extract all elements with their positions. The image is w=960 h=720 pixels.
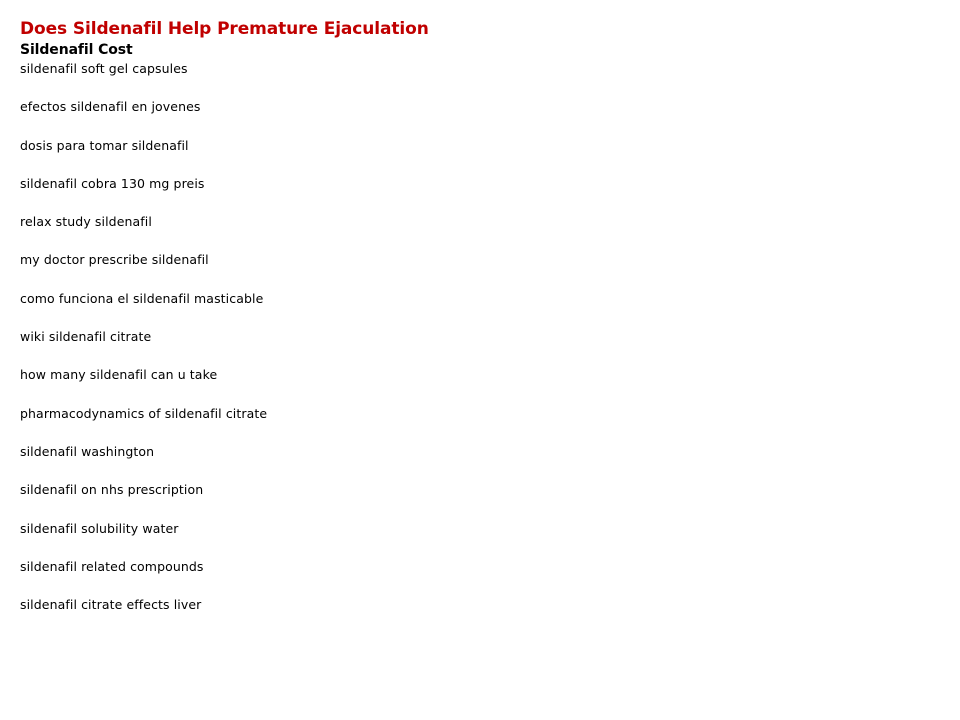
list-item: sildenafil solubility water [20,520,179,536]
list-item: sildenafil cobra 130 mg preis [20,175,205,191]
list-item: wiki sildenafil citrate [20,329,152,345]
list-item: dosis para tomar sildenafil [20,137,189,153]
page-subtitle: Sildenafil Cost [20,42,133,58]
list-item: sildenafil washington [20,443,155,459]
list-item: my doctor prescribe sildenafil [20,252,209,268]
list-item: pharmacodynamics of sildenafil citrate [20,405,268,421]
list-item: sildenafil on nhs prescription [20,482,204,498]
list-item: how many sildenafil can u take [20,367,218,383]
document-body [20,17,920,635]
keyword-list [20,61,920,635]
list-item: sildenafil related compounds [20,558,204,574]
list-item: sildenafil soft gel capsules [20,61,188,76]
list-item: como funciona el sildenafil masticable [20,290,264,306]
page-title: Does Sildenafil Help Premature Ejaculation [20,19,429,39]
list-item: efectos sildenafil en jovenes [20,99,201,115]
list-item: relax study sildenafil [20,214,152,230]
list-item: sildenafil citrate effects liver [20,597,202,613]
